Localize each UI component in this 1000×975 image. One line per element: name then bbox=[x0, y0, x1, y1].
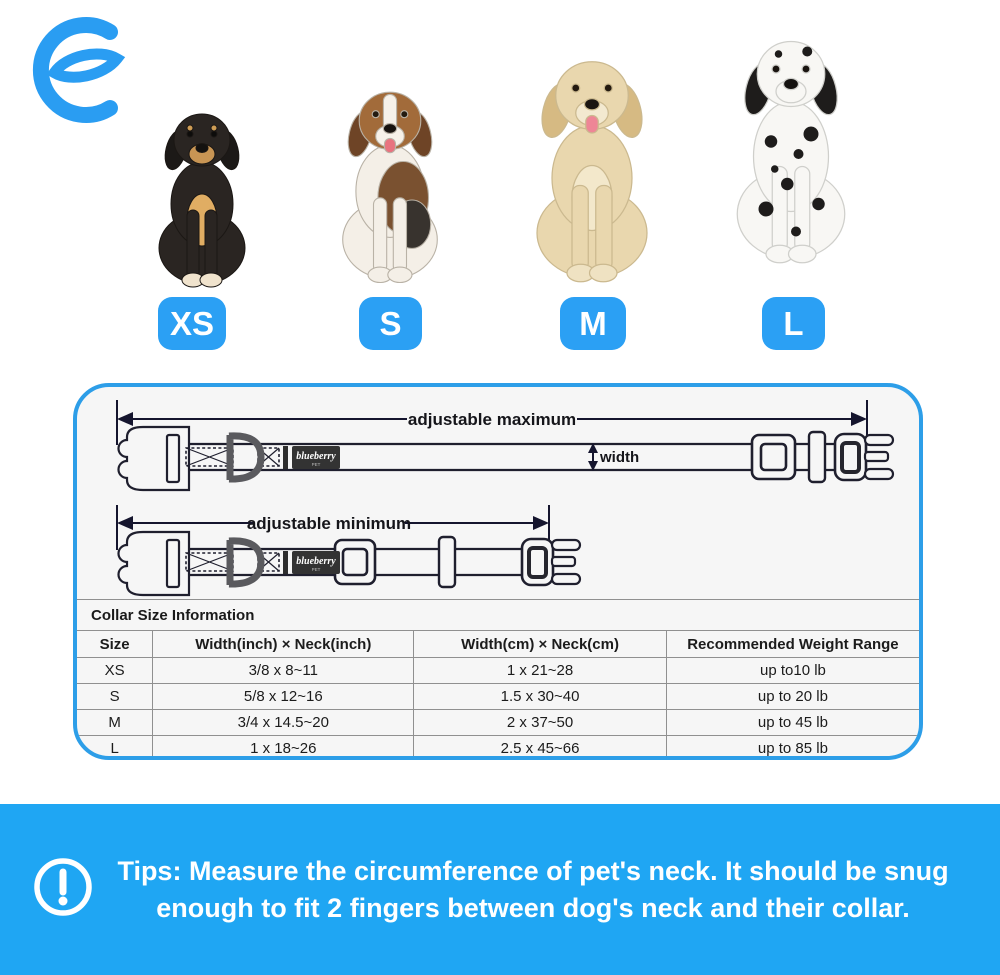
table-title: Collar Size Information bbox=[91, 607, 255, 624]
column-header-inch: Width(inch) × Neck(inch) bbox=[153, 631, 414, 658]
cell-size: M bbox=[77, 710, 153, 736]
cell-size: S bbox=[77, 684, 153, 710]
table-row bbox=[77, 684, 919, 710]
column-header-size: Size bbox=[77, 631, 153, 658]
cell-size: L bbox=[77, 736, 153, 761]
width-label: width bbox=[600, 449, 640, 466]
collar-size-table bbox=[77, 630, 919, 760]
table-row bbox=[77, 658, 919, 684]
tips-text bbox=[94, 853, 1000, 927]
cell-weight: up to 20 lb bbox=[666, 684, 919, 710]
collar-info-box bbox=[73, 383, 923, 760]
collar-brand-sub-label: PET bbox=[311, 462, 321, 467]
cell-cm: 1.5 x 30~40 bbox=[414, 684, 667, 710]
cell-weight: up to 45 lb bbox=[666, 710, 919, 736]
cell-inch: 3/4 x 14.5~20 bbox=[153, 710, 414, 736]
size-button-l[interactable]: L bbox=[762, 297, 825, 350]
dog-image-l bbox=[716, 6, 866, 282]
cell-cm: 1 x 21~28 bbox=[414, 658, 667, 684]
cell-size: XS bbox=[77, 658, 153, 684]
collar-brand-label-min: blueberry bbox=[296, 556, 336, 567]
table-header-row bbox=[77, 631, 919, 658]
dog-image-xs bbox=[138, 92, 266, 292]
collar-size-table-section bbox=[77, 599, 919, 756]
tips-line-2: enough to fit 2 fingers between dog's neck and their collar. bbox=[156, 892, 910, 923]
cell-weight: up to10 lb bbox=[666, 658, 919, 684]
collar-brand-label: blueberry bbox=[296, 451, 336, 462]
size-button-xs[interactable]: XS bbox=[158, 297, 226, 350]
table-row bbox=[77, 736, 919, 761]
size-button-m[interactable]: M bbox=[560, 297, 626, 350]
cell-weight: up to 85 lb bbox=[666, 736, 919, 761]
cell-cm: 2.5 x 45~66 bbox=[414, 736, 667, 761]
cell-inch: 1 x 18~26 bbox=[153, 736, 414, 761]
table-row bbox=[77, 710, 919, 736]
adjustable-maximum-label: adjustable maximum bbox=[407, 410, 577, 429]
tips-banner bbox=[0, 804, 1000, 975]
collar-size-diagram bbox=[77, 387, 919, 600]
cell-cm: 2 x 37~50 bbox=[414, 710, 667, 736]
column-header-weight: Recommended Weight Range bbox=[666, 631, 919, 658]
dog-image-s bbox=[320, 68, 460, 288]
cell-inch: 3/8 x 8~11 bbox=[153, 658, 414, 684]
cell-inch: 5/8 x 12~16 bbox=[153, 684, 414, 710]
adjustable-minimum-label: adjustable minimum bbox=[246, 514, 412, 533]
dog-image-m bbox=[516, 38, 668, 288]
column-header-cm: Width(cm) × Neck(cm) bbox=[414, 631, 667, 658]
collar-brand-sub-label-min: PET bbox=[311, 567, 321, 572]
tips-line-1: Tips: Measure the circumference of pet's neck. It should be snug bbox=[117, 855, 949, 886]
size-button-s[interactable]: S bbox=[359, 297, 422, 350]
alert-exclamation-icon bbox=[32, 856, 94, 923]
brand-logo-icon bbox=[26, 12, 132, 130]
